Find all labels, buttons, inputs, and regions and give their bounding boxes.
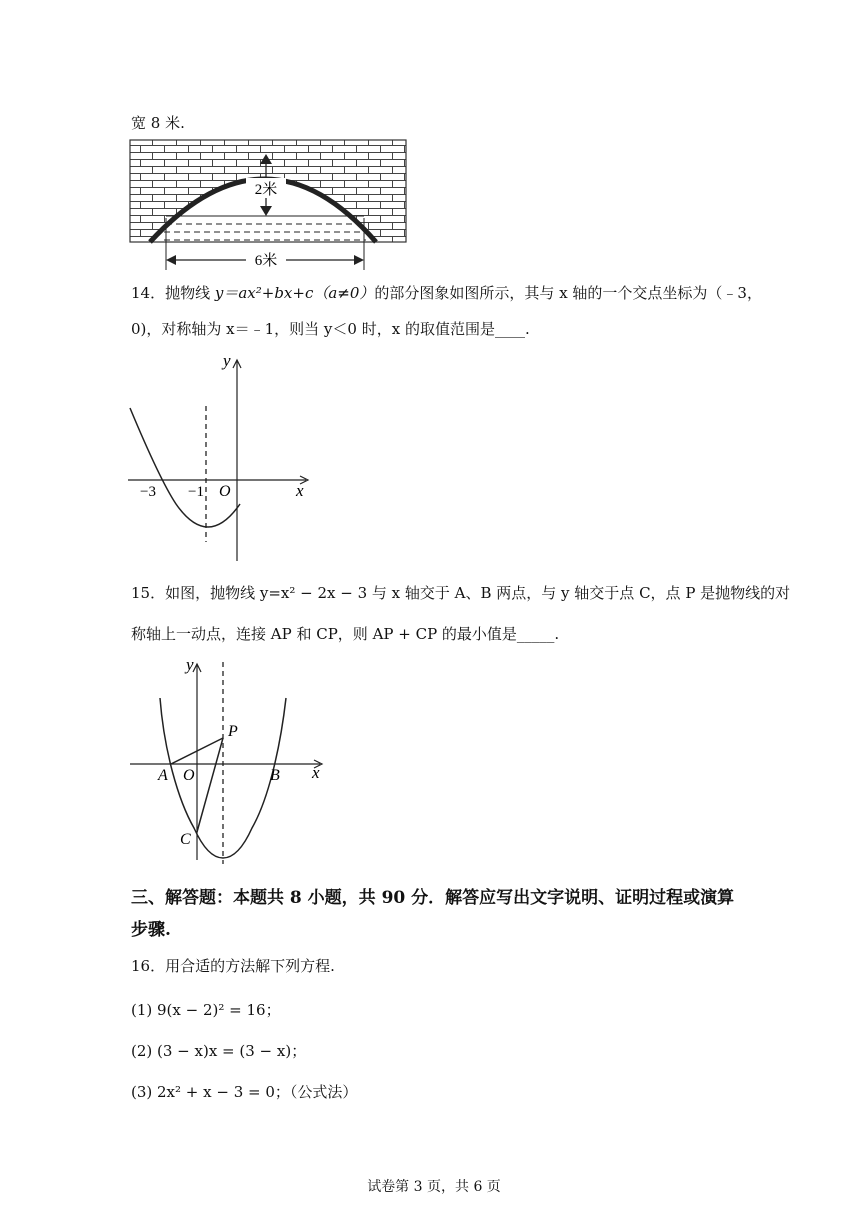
section3-heading-line1: 三、解答题：本题共 8 小题，共 90 分．解答应写出文字说明、证明过程或演算 [131, 888, 735, 908]
q14-number: 14． [131, 284, 166, 302]
q16-part2: (2) (3 − x)x = (3 − x)； [131, 1042, 307, 1060]
bridge-figure [128, 138, 410, 278]
q14-line1-post: 的部分图象如图所示，其与 x 轴的一个交点坐标为（﹣3， [374, 284, 762, 302]
q14-tick-neg1: −1 [188, 484, 204, 500]
q14-line1-pre: 抛物线 [165, 284, 215, 302]
q14-line2: 0)，对称轴为 x＝﹣1，则当 y＜0 时，x 的取值范围是____. [131, 320, 530, 338]
q15-x-label: x [312, 763, 320, 782]
q15-point-a-label: A [158, 767, 168, 784]
q15-number: 15． [131, 584, 166, 602]
section3-heading-line2: 步骤. [131, 920, 171, 940]
q15-line1 [131, 583, 790, 603]
q15-point-c-label: C [180, 831, 191, 848]
width-label: 6米 [254, 253, 278, 269]
q14-origin-label: O [219, 483, 231, 500]
q15-figure [124, 650, 334, 872]
q16-part3: (3) 2x² + x − 3 = 0；（公式法） [131, 1083, 358, 1101]
q15-origin-label: O [183, 767, 195, 784]
q14-line1 [131, 283, 762, 303]
q16-stem: 16．用合适的方法解下列方程. [131, 957, 335, 975]
page-footer: 试卷第 3 页，共 6 页 [367, 1179, 501, 1195]
q16-part1: (1) 9(x − 2)² = 16； [131, 1001, 281, 1019]
q15-point-p-label: P [228, 723, 238, 740]
q15-point-b-label: B [270, 767, 280, 784]
q14-parabola [130, 408, 240, 527]
height-label: 2米 [254, 182, 278, 198]
q14-y-label: y [223, 351, 231, 370]
q14-x-label: x [296, 481, 304, 500]
q14-tick-neg3: −3 [140, 484, 156, 500]
q14-figure [124, 346, 314, 566]
q15-line2: 称轴上一动点，连接 AP 和 CP，则 AP + CP 的最小值是_____. [131, 625, 560, 643]
q15-segment-cp [197, 738, 223, 832]
prev-question-tail: 宽 8 米. [131, 114, 185, 132]
q15-line1-text: 如图，抛物线 y=x² − 2x − 3 与 x 轴交于 A、B 两点，与 y 轴交于点 C，点 P 是抛物线的对 [165, 584, 791, 602]
q15-y-label: y [186, 655, 194, 674]
q14-equation: y＝ax²+bx+c（a≠0） [214, 284, 375, 302]
